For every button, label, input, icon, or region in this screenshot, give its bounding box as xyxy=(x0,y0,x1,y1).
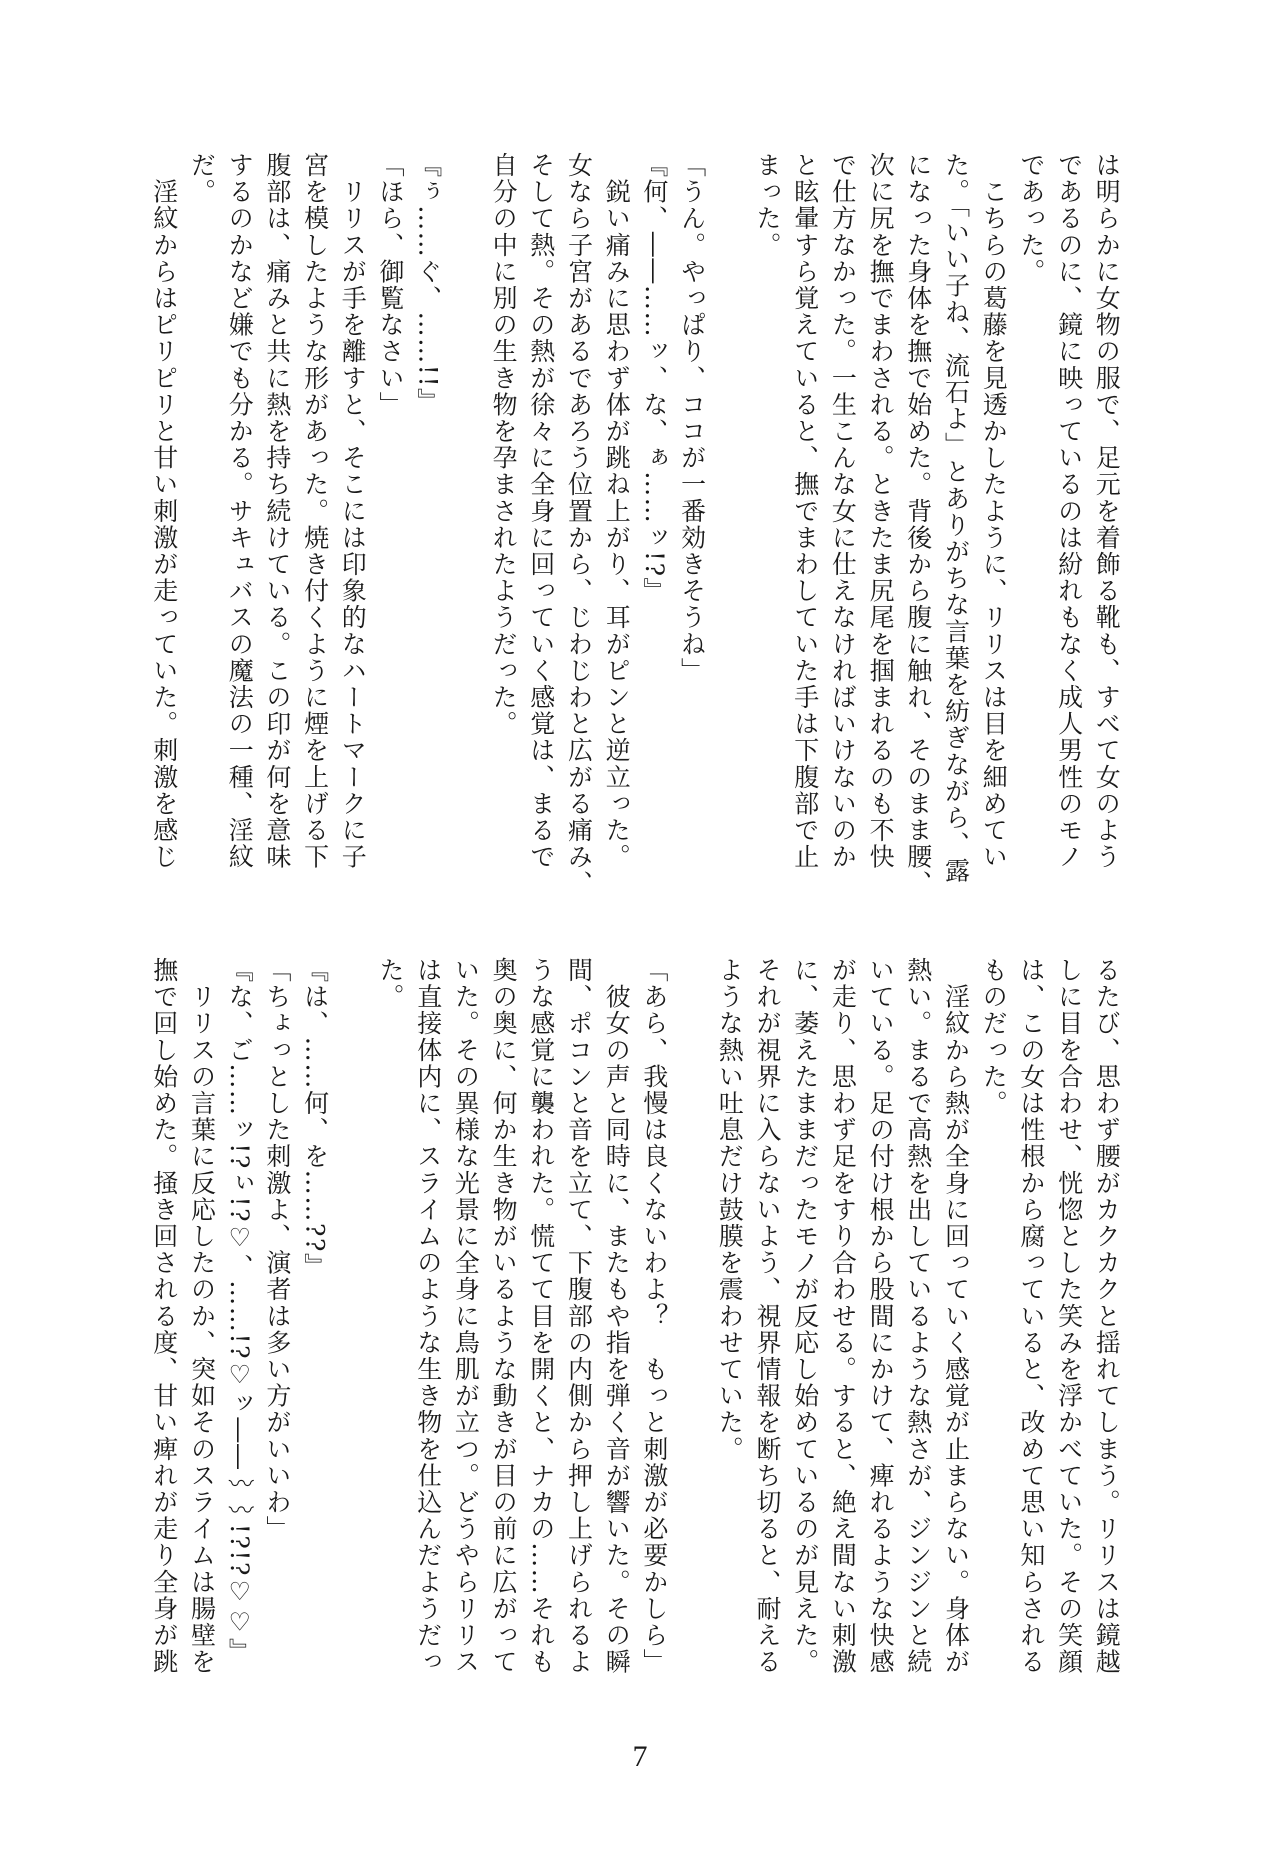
text-column: 熱い。まるで高熱を出しているような熱さが、ジンジンと続 xyxy=(903,957,933,1676)
text-column: 間、ポコンと音を立て、下腹部の内側から押し上げられるよ xyxy=(564,957,594,1676)
text-column: が走り、思わず足をすり合わせる。すると、絶え間ない刺激 xyxy=(828,957,858,1676)
text-column: リリスの言葉に反応したのか、突如そのスライムは腸壁を xyxy=(187,957,217,1676)
text-column: いた。その異様な光景に全身に鳥肌が立つ。どうやらリリス xyxy=(451,957,481,1676)
text-column: 『な、ご……ッ!?ぃ!?♡、……!?♡ッ――〰〰!?!?♡♡』 xyxy=(225,957,255,1665)
text-column: するのかなど嫌でも分かる。サキュバスの魔法の一種、淫紋 xyxy=(225,152,255,871)
text-column: こちらの葛藤を見透かしたように、リリスは目を細めてい xyxy=(979,152,1009,871)
text-column: であった。 xyxy=(1016,152,1046,285)
text-column: 淫紋からはピリピリと甘い刺激が走っていた。刺激を感じ xyxy=(149,152,179,871)
text-column: た。 xyxy=(376,957,405,1011)
text-column: 淫紋から熱が全身に回っていく感覚が止まらない。身体が xyxy=(941,957,971,1676)
text-column: は直接体内に、スライムのような生き物を仕込んだようだっ xyxy=(413,957,443,1676)
upper-text-block xyxy=(0,152,1280,897)
text-column: た。「いい子ね、流石よ」とありがちな言葉を紡ぎながら、露 xyxy=(941,152,971,885)
text-column: まった。 xyxy=(753,152,782,259)
text-column: だ。 xyxy=(187,152,217,206)
text-column: 「あら、我慢は良くないわよ？ もっと刺激が必要かしら」 xyxy=(639,957,669,1676)
text-column: になった身体を撫で始めた。背後から腹に触れ、そのまま腰、 xyxy=(903,152,933,897)
text-column: 『は、……何、を……??』 xyxy=(300,957,330,1280)
text-column: いている。足の付け根から股間にかけて、痺れるような快感 xyxy=(866,957,896,1676)
text-column: 腹部は、痛みと共に熱を持ち続けている。この印が何を意味 xyxy=(262,152,292,871)
text-column: 「うん。やっぱり、ココが一番効きそうね」 xyxy=(677,152,707,684)
text-column: 「ほら、御覧なさい」 xyxy=(376,152,405,418)
text-column: 『何、――……ッ、な、ぁ……ッ!?』 xyxy=(639,152,669,605)
text-column: と眩暈すら覚えていると、撫でまわしていた手は下腹部で止 xyxy=(790,152,820,871)
text-column: に、萎えたままだったモノが反応し始めているのが見えた。 xyxy=(790,957,820,1676)
page-number: 7 xyxy=(632,1740,648,1773)
text-column: しに目を合わせ、恍惚とした笑みを浮かべていた。その笑顔 xyxy=(1054,957,1084,1676)
text-column: ものだった。 xyxy=(979,957,1009,1117)
text-column: ような熱い吐息だけ鼓膜を震わせていた。 xyxy=(715,957,745,1463)
text-column: 奥の奥に、何か生き物がいるような動きが目の前に広がって xyxy=(489,957,519,1676)
text-column: 自分の中に別の生き物を孕まされたようだった。 xyxy=(489,152,519,738)
text-column: 『ぅ……ぐ、……!!』 xyxy=(413,152,443,415)
text-column: 宮を模したような形があった。焼き付くように煙を上げる下 xyxy=(300,152,330,871)
text-column: それが視界に入らないよう、視界情報を断ち切ると、耐える xyxy=(753,957,782,1676)
lower-text-block xyxy=(0,957,1280,1697)
text-column: 彼女の声と同時に、またもや指を弾く音が響いた。その瞬 xyxy=(602,957,632,1676)
text-column: るたび、思わず腰がカクカクと揺れてしまう。リリスは鏡越 xyxy=(1092,957,1122,1676)
text-column: 「ちょっとした刺激よ、演者は多い方がいいわ」 xyxy=(262,957,292,1543)
text-column: 撫で回し始めた。掻き回される度、甘い痺れが走り全身が跳 xyxy=(149,957,179,1676)
text-column: で仕方なかった。一生こんな女に仕えなければいけないのか xyxy=(828,152,858,871)
text-column: リリスが手を離すと、そこには印象的なハートマークに子 xyxy=(338,152,368,871)
text-column: 女なら子宮があるであろう位置から、じわじわと広がる痛み、 xyxy=(564,152,594,897)
text-column: うな感覚に襲われた。慌てて目を開くと、ナカの……それも xyxy=(526,957,556,1676)
text-column: は明らかに女物の服で、足元を着飾る靴も、すべて女のよう xyxy=(1092,152,1122,871)
text-column: 鋭い痛みに思わず体が跳ね上がり、耳がピンと逆立った。 xyxy=(602,152,632,871)
text-column: そして熱。その熱が徐々に全身に回っていく感覚は、まるで xyxy=(526,152,556,871)
text-column: は、この女は性根から腐っていると、改めて思い知らされる xyxy=(1016,957,1046,1676)
text-column: であるのに、鏡に映っているのは紛れもなく成人男性のモノ xyxy=(1054,152,1084,871)
text-column: 次に尻を撫でまわされる。ときたま尻尾を掴まれるのも不快 xyxy=(866,152,896,871)
